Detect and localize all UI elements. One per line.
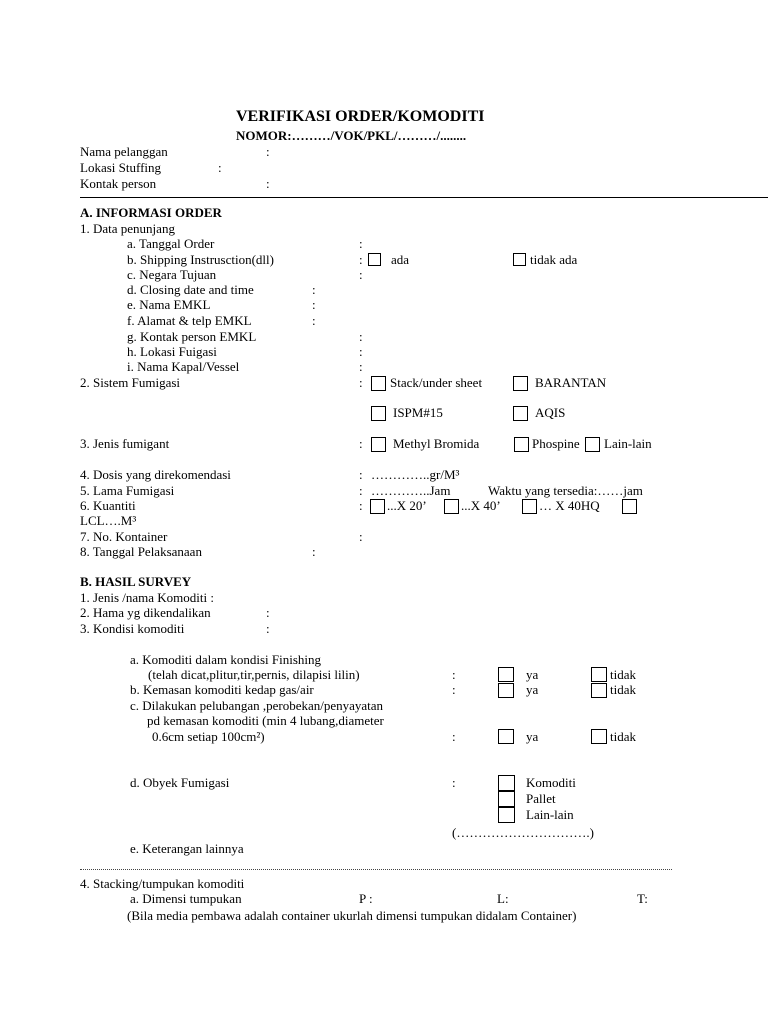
finishing-ya-checkbox[interactable]: [498, 667, 514, 682]
aqis-checkbox[interactable]: [513, 406, 528, 421]
colon: :: [452, 667, 456, 682]
finishing-detail: (telah dicat,plitur,tir,pernis, dilapisi lilin): [148, 667, 360, 682]
methyl-bromida-checkbox[interactable]: [371, 437, 386, 452]
colon: :: [266, 621, 270, 636]
q40-label: ...X 40’: [461, 498, 501, 513]
lcl-checkbox[interactable]: [622, 499, 637, 514]
ya-label: ya: [526, 667, 539, 682]
lain-lain-obyek-label: Lain-lain: [526, 807, 574, 822]
colon: :: [312, 313, 316, 328]
finishing-label: a. Komoditi dalam kondisi Finishing: [130, 652, 322, 667]
q40-checkbox[interactable]: [444, 499, 459, 514]
colon: :: [359, 529, 363, 544]
nama-kapal-label: i. Nama Kapal/Vessel: [127, 359, 240, 374]
methyl-bromida-label: Methyl Bromida: [393, 436, 480, 451]
colon: :: [312, 282, 316, 297]
lokasi-fumigasi-label: h. Lokasi Fuigasi: [127, 344, 217, 359]
kontak-emkl-label: g. Kontak person EMKL: [127, 329, 257, 344]
nama-pelanggan-label: Nama pelanggan: [80, 144, 168, 159]
pelubangan-tidak-checkbox[interactable]: [591, 729, 607, 744]
dimensi-p: P :: [359, 891, 373, 906]
kuantiti-label: 6. Kuantiti: [80, 498, 136, 513]
pelubangan-ya-checkbox[interactable]: [498, 729, 514, 744]
dimensi-label: a. Dimensi tumpukan: [130, 891, 242, 906]
kontak-person-label: Kontak person: [80, 176, 157, 191]
finishing-tidak-checkbox[interactable]: [591, 667, 607, 682]
section-b-heading: B. HASIL SURVEY: [80, 574, 192, 589]
lama-value: …………..Jam: [371, 483, 451, 498]
colon: :: [359, 498, 363, 513]
q40hq-label: … X 40HQ: [539, 498, 600, 513]
tidak-ada-checkbox[interactable]: [513, 253, 526, 266]
tidak-label: tidak: [610, 667, 636, 682]
ada-label: ada: [391, 252, 410, 267]
pelubangan-label: c. Dilakukan pelubangan ,perobekan/penyayatan: [130, 698, 384, 713]
closing-date-label: d. Closing date and time: [127, 282, 254, 297]
tidak-label: tidak: [610, 682, 636, 697]
lokasi-stuffing-label: Lokasi Stuffing: [80, 160, 162, 175]
colon: :: [359, 344, 363, 359]
document-title: VERIFIKASI ORDER/KOMODITI: [236, 108, 485, 125]
komoditi-checkbox[interactable]: [498, 775, 515, 791]
lain-lain-blank: (………………………….): [452, 825, 594, 840]
dosis-value: …………..gr/M³: [371, 467, 460, 482]
stack-label: Stack/under sheet: [390, 375, 483, 390]
colon: :: [312, 544, 316, 559]
dosis-label: 4. Dosis yang direkomendasi: [80, 467, 231, 482]
colon: :: [359, 467, 363, 482]
kemasan-tidak-checkbox[interactable]: [591, 683, 607, 698]
tidak-ada-label: tidak ada: [530, 252, 578, 267]
colon: :: [359, 252, 363, 267]
pelubangan-detail: pd kemasan komoditi (min 4 lubang,diameter: [147, 713, 384, 728]
colon: :: [452, 775, 456, 790]
colon: :: [312, 297, 316, 312]
dotted-line: [80, 869, 672, 870]
divider: [80, 197, 768, 198]
lama-fumigasi-label: 5. Lama Fumigasi: [80, 483, 175, 498]
ya-label: ya: [526, 729, 539, 744]
jenis-fumigant-label: 3. Jenis fumigant: [80, 436, 170, 451]
colon: :: [266, 144, 270, 159]
colon: :: [266, 605, 270, 620]
document-number: NOMOR:………/VOK/PKL/………/........: [236, 128, 467, 143]
phospine-label: Phospine: [532, 436, 580, 451]
phospine-checkbox[interactable]: [514, 437, 529, 452]
lain-lain-checkbox[interactable]: [585, 437, 600, 452]
waktu-tersedia: Waktu yang tersedia:……jam: [488, 483, 643, 498]
section-a-heading: A. INFORMASI ORDER: [80, 205, 222, 220]
data-penunjang-label: 1. Data penunjang: [80, 221, 175, 236]
obyek-fumigasi-label: d. Obyek Fumigasi: [130, 775, 230, 790]
colon: :: [266, 176, 270, 191]
kemasan-ya-checkbox[interactable]: [498, 683, 514, 698]
q40hq-checkbox[interactable]: [522, 499, 537, 514]
dimensi-l: L:: [497, 891, 509, 906]
kondisi-komoditi-label: 3. Kondisi komoditi: [80, 621, 185, 636]
keterangan-label: e. Keterangan lainnya: [130, 841, 244, 856]
colon: :: [359, 329, 363, 344]
ada-checkbox[interactable]: [368, 253, 381, 266]
negara-tujuan-label: c. Negara Tujuan: [127, 267, 217, 282]
hama-label: 2. Hama yg dikendalikan: [80, 605, 211, 620]
tidak-label: tidak: [610, 729, 636, 744]
stacking-label: 4. Stacking/tumpukan komoditi: [80, 876, 245, 891]
colon: :: [452, 682, 456, 697]
ya-label: ya: [526, 682, 539, 697]
colon: :: [452, 729, 456, 744]
nama-emkl-label: e. Nama EMKL: [127, 297, 211, 312]
colon: :: [359, 483, 363, 498]
colon: :: [359, 236, 363, 251]
kemasan-label: b. Kemasan komoditi kedap gas/air: [130, 682, 314, 697]
colon: :: [359, 436, 363, 451]
q20-checkbox[interactable]: [370, 499, 385, 514]
colon: :: [359, 375, 363, 390]
alamat-emkl-label: f. Alamat & telp EMKL: [127, 313, 252, 328]
dimensi-t: T:: [637, 891, 648, 906]
lcl-label: LCL….M³: [80, 513, 137, 528]
aqis-label: AQIS: [535, 405, 566, 420]
tanggal-pelaksanaan-label: 8. Tanggal Pelaksanaan: [80, 544, 202, 559]
container-note: (Bila media pembawa adalah container ukurlah dimensi tumpukan didalam Container): [127, 908, 577, 923]
ispm-label: ISPM#15: [393, 405, 443, 420]
jenis-komoditi-label: 1. Jenis /nama Komoditi :: [80, 590, 214, 605]
lain-lain-obyek-checkbox[interactable]: [498, 807, 515, 823]
colon: :: [359, 267, 363, 282]
colon: :: [218, 160, 222, 175]
komoditi-label: Komoditi: [526, 775, 576, 790]
pelubangan-detail-2: 0.6cm setiap 100cm²): [152, 729, 265, 744]
stack-checkbox[interactable]: [371, 376, 386, 391]
pallet-checkbox[interactable]: [498, 791, 515, 807]
barantan-checkbox[interactable]: [513, 376, 528, 391]
colon: :: [359, 359, 363, 374]
lain-lain-label: Lain-lain: [604, 436, 652, 451]
barantan-label: BARANTAN: [535, 375, 607, 390]
tanggal-order-label: a. Tanggal Order: [127, 236, 215, 251]
pallet-label: Pallet: [526, 791, 556, 806]
no-kontainer-label: 7. No. Kontainer: [80, 529, 168, 544]
sistem-fumigasi-label: 2. Sistem Fumigasi: [80, 375, 181, 390]
q20-label: ...X 20’: [387, 498, 427, 513]
shipping-instruction-label: b. Shipping Instrusction(dll): [127, 252, 274, 267]
ispm-checkbox[interactable]: [371, 406, 386, 421]
